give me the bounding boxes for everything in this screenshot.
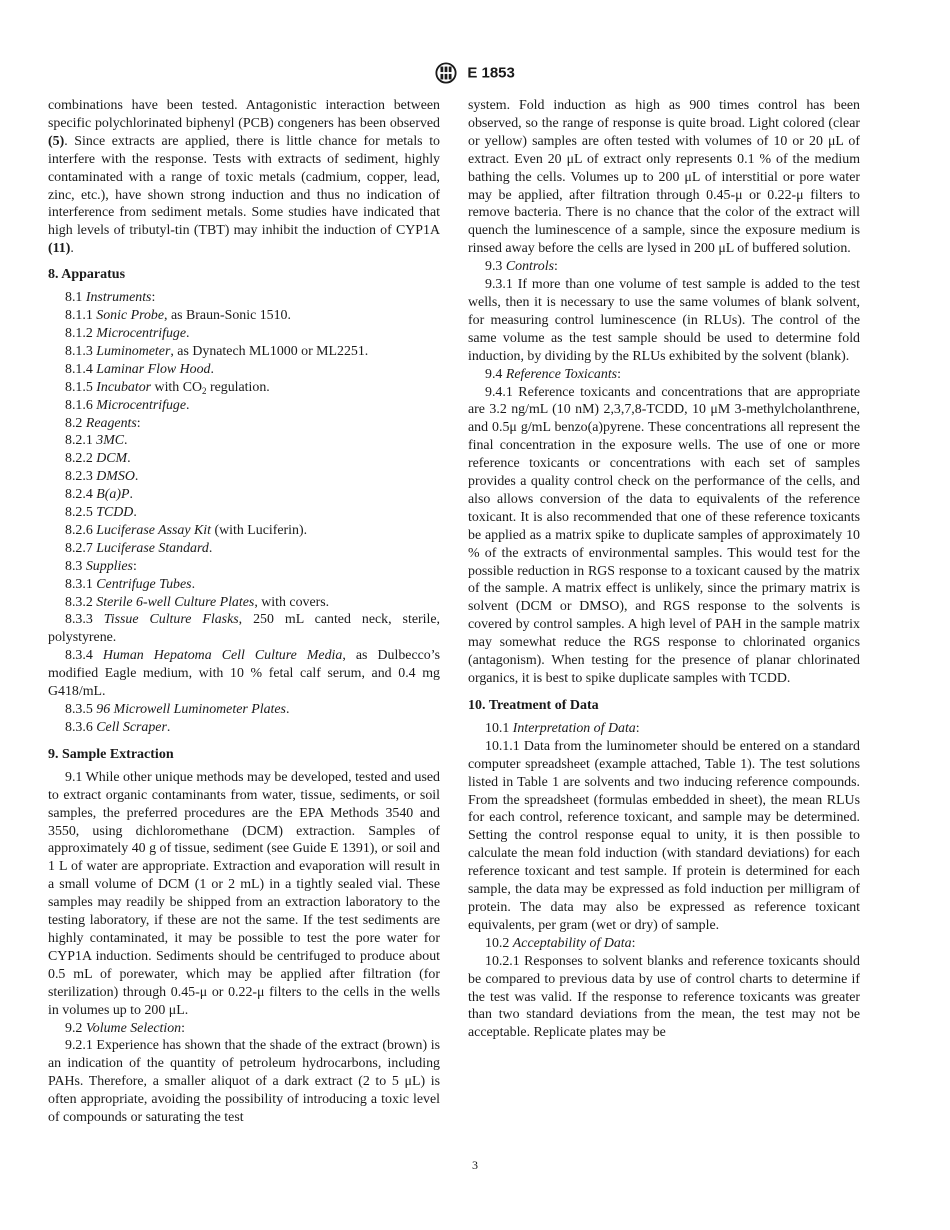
item-detail: . bbox=[124, 433, 128, 449]
apparatus-item bbox=[48, 576, 440, 594]
apparatus-item bbox=[48, 540, 440, 558]
item-title: Microcentrifuge bbox=[96, 397, 187, 413]
clause-title: Volume Selection bbox=[85, 1020, 182, 1036]
item-detail: regulation. bbox=[206, 379, 270, 395]
clause-number: 8.2.7 bbox=[65, 540, 93, 556]
item-detail: (with Luciferin). bbox=[211, 522, 308, 538]
paragraph-9-4: 9.4 Reference Toxicants: bbox=[485, 366, 621, 382]
item-detail: , as Dulbecco’s modified Eagle medium, with 10 % fetal calf serum, and 0.4 mg G418/mL. bbox=[48, 648, 440, 700]
clause-title: Controls bbox=[505, 259, 554, 275]
apparatus-item bbox=[48, 325, 440, 343]
clause-number: 8.3.3 bbox=[65, 612, 93, 628]
clause-number: 10.2 bbox=[485, 935, 510, 951]
item-title: Luminometer bbox=[96, 343, 171, 359]
standard-designation: E 1853 bbox=[467, 64, 515, 82]
item-detail: . bbox=[208, 540, 213, 556]
paragraph-9-2: 9.2 Volume Selection: bbox=[65, 1020, 185, 1036]
clause-number: 8.2.5 bbox=[65, 505, 93, 521]
apparatus-item bbox=[48, 558, 440, 576]
apparatus-item bbox=[48, 719, 440, 737]
clause-number: 8.3.6 bbox=[65, 719, 93, 735]
item-detail: , as Dynatech ML1000 or ML2251. bbox=[170, 343, 369, 359]
clause-number: 8.1.2 bbox=[65, 325, 93, 341]
clause-number: 8.2.4 bbox=[65, 487, 93, 503]
item-detail: . bbox=[186, 325, 190, 341]
clause-number: 8.1.5 bbox=[65, 379, 93, 395]
item-title: Supplies bbox=[85, 558, 133, 574]
item-title: TCDD bbox=[96, 505, 134, 521]
clause-number: 8.1.4 bbox=[65, 361, 93, 377]
item-title: Luciferase Standard bbox=[96, 540, 209, 556]
paragraph-9-3-1: 9.3.1 If more than one volume of test sample is added to the test wells, then it is necessary to use the same volumes of blank solvent, for measuring control luminescence (in RLUs). The control of the same volume as the test sample should be used to determine fold induction, by dividing by the RLUs exhibited by the solvent (blank). bbox=[468, 277, 860, 364]
clause-number: 8.2.2 bbox=[65, 451, 93, 467]
paragraph-10-1: 10.1 Interpretation of Data: bbox=[485, 720, 640, 736]
clause-number: 8.3.1 bbox=[65, 576, 93, 592]
paragraph-9-1: 9.1 While other unique methods may be developed, tested and used to extract organic contaminants from water, tissue, sediments, or soil samples, the preferred procedures are the EPA Methods 3540 and 3550, using dichloromethane (DCM) extraction. Samples of approximately 40 g of tissue, sediment (see Guide E 1391), or soil and 1 L of water are appropriate. Extraction and evaporation will result in a small volume of DCM (1 or 2 mL) in a tightly sealed vial. These samples may readily be shipped from an extraction laboratory to the testing laboratory, if these are not the same. If the test sediments are highly contaminated, it may be possible to test the pore water for CYP1A induction. Sediments should be centrifuged to produce about 0.5 mL of porewater, which may be applied after filtration (for sterilization) through 0.45-μ or 0.22-μ filters to the cells in the wells in volumes up to 200 μL. bbox=[48, 769, 440, 1018]
clause-number: 9.4 bbox=[485, 366, 503, 382]
intro-paragraph bbox=[48, 97, 440, 258]
apparatus-list bbox=[48, 289, 440, 737]
item-title: Sonic Probe bbox=[96, 308, 165, 324]
apparatus-item bbox=[48, 307, 440, 325]
item-detail: . bbox=[166, 719, 171, 735]
item-detail: . bbox=[285, 702, 290, 717]
apparatus-item bbox=[48, 611, 440, 647]
text-run: . Since extracts are applied, there is little chance for metals to interfere with the response. Tests with extracts of sediment, highly contaminated with a range of toxic metals (cadmium, copper, lead, zinc, etc.), have shown strong induction and thus no indication of interference from sediment metals. Some studies have indicated that high levels of tributyl-tin (TBT) may inhibit the induction of CYP1A bbox=[48, 133, 440, 239]
subscript: 2 bbox=[202, 385, 207, 396]
clause-number: 8.3.4 bbox=[65, 648, 93, 664]
item-title: B(a)P bbox=[96, 487, 130, 503]
item-title: Cell Scraper bbox=[96, 719, 167, 735]
item-detail: . bbox=[134, 469, 139, 485]
apparatus-item bbox=[48, 343, 440, 361]
astm-logo-icon bbox=[435, 62, 457, 84]
clause-number: 9.2 bbox=[65, 1020, 83, 1036]
item-detail: with CO bbox=[151, 379, 202, 395]
apparatus-item bbox=[48, 647, 440, 701]
item-title: Tissue Culture Flasks bbox=[103, 612, 239, 628]
item-title: Incubator bbox=[96, 379, 152, 395]
clause-number: 8.3 bbox=[65, 558, 83, 574]
section-9-heading: 9. Sample Extraction bbox=[48, 746, 174, 762]
reference-number: (11) bbox=[48, 241, 71, 257]
paragraph-9-2-1: 9.2.1 Experience has shown that the shade of the extract (brown) is an indication of the quantity of petroleum hydrocarbons, including PAHs. Therefore, a smaller aliquot of a dark extract (2 to 5 μL) is often appropriate, avoiding the possibility of introducing a toxic level of compounds or saturating the test bbox=[48, 1038, 440, 1126]
item-detail: . bbox=[191, 576, 196, 592]
clause-title: Acceptability of Data bbox=[512, 935, 632, 951]
item-title: 96 Microwell Luminometer Plates bbox=[96, 702, 286, 717]
item-title: Instruments bbox=[85, 290, 152, 306]
item-title: Luciferase Assay Kit bbox=[96, 522, 211, 538]
item-title: Microcentrifuge bbox=[96, 325, 187, 341]
item-title: Human Hepatoma Cell Culture Media bbox=[102, 648, 343, 664]
item-detail: . bbox=[210, 361, 214, 377]
clause-number: 8.3.5 bbox=[65, 702, 93, 717]
clause-number: 8.2.3 bbox=[65, 469, 93, 485]
left-column bbox=[48, 97, 440, 1127]
paragraph-10-2: 10.2 Acceptability of Data: bbox=[485, 935, 636, 951]
apparatus-item bbox=[48, 289, 440, 307]
apparatus-item bbox=[48, 379, 440, 397]
clause-title: Reference Toxicants bbox=[505, 366, 618, 382]
apparatus-item bbox=[48, 522, 440, 540]
clause-number: 8.1.6 bbox=[65, 397, 93, 413]
reference-number: (5) bbox=[48, 133, 65, 149]
item-detail: . bbox=[129, 487, 133, 503]
apparatus-item bbox=[48, 486, 440, 504]
item-detail: . bbox=[186, 397, 190, 413]
item-detail: : bbox=[151, 290, 156, 306]
item-detail: . bbox=[127, 451, 131, 467]
apparatus-item bbox=[48, 361, 440, 379]
item-title: DMSO bbox=[96, 469, 135, 485]
apparatus-item bbox=[48, 504, 440, 522]
item-title: DCM bbox=[96, 451, 128, 467]
clause-title: Interpretation of Data bbox=[512, 720, 636, 736]
item-title: Reagents bbox=[85, 415, 137, 431]
apparatus-item bbox=[48, 432, 440, 450]
paragraph-9-4-1: 9.4.1 Reference toxicants and concentrations that are appropriate are 3.2 ng/mL (10 nM) 2,3,7,8-TCDD, 10 μM 3-methylcholanthrene, and 0.5μ g/mL benzo(a)pyrene. These concentrations all represent the final concentration in the exposure wells. The use of one or more reference toxicants or concentrations with each set of samples provides a quality control check on the performance of the cells, and also allows conversion of the data to equivalents of the reference toxicant. It is also recommended that one of these reference toxicants be applied as a matrix spike to duplicate samples of approximately 10 % of the extracts of environmental samples. This would test for the possible reduction in RGS response to a toxicant caused by the matrix of the sample. A matrix effect is unlikely, since the primary matrix is solvent (DCM or DMSO), and RGS response to the solvents is covered by control samples. A high level of PAH in the sample matrix may somewhat reduce the RGS response to chlorinated organics (antagonism). When testing for the presence of planar chlorinated organics, it is best to spike duplicate samples with TCDD. bbox=[468, 384, 860, 686]
paragraph-10-1-1: 10.1.1 Data from the luminometer should be entered on a standard computer spreadsheet (example attached, Table 1). The test solutions listed in Table 1 are solvents and two inducing reference compounds. From the spreadsheet (formulas embedded in sheet), the mean RLUs for each control, reference toxicant, and sample may be determined. Setting the control response equal to unity, it is then possible to calculate the mean fold induction (with standard deviations) for each reference toxicant and test sample. If protein is determined for each sample, the data may be expressed as fold induction per milligram of protein. The data may also be expressed as reference toxicant equivalents, per gram (wet or dry) of sample. bbox=[468, 738, 860, 933]
apparatus-item bbox=[48, 415, 440, 433]
paragraph-9-3: 9.3 Controls: bbox=[485, 259, 558, 275]
clause-number: 8.3.2 bbox=[65, 594, 93, 610]
clause-number: 8.1 bbox=[65, 290, 83, 306]
section-10-heading: 10. Treatment of Data bbox=[468, 697, 599, 713]
item-detail: : bbox=[136, 415, 141, 431]
clause-number: 8.1.1 bbox=[65, 308, 93, 324]
clause-number: 8.1.3 bbox=[65, 343, 93, 359]
clause-number: 8.2 bbox=[65, 415, 83, 431]
apparatus-item bbox=[48, 701, 440, 719]
apparatus-item bbox=[48, 468, 440, 486]
item-detail: , with covers. bbox=[254, 594, 330, 610]
item-title: Sterile 6-well Culture Plates bbox=[96, 594, 255, 610]
text-run: . bbox=[70, 241, 74, 257]
item-detail: . bbox=[133, 505, 137, 521]
right-column bbox=[468, 97, 860, 1042]
continued-paragraph: system. Fold induction as high as 900 times control has been observed, so the range of response is quite broad. Light colored (clear or yellow) samples are often tested with volumes of 10 or 20 μL of extract. Even 20 μL of extract only represents 0.1 % of the medium bathing the cells. Volumes up to 200 μL of interstitial or pore water may be applied, after filtration through 0.45-μ or 0.22-μ filters to remove bacteria. There is no chance that the color of the extract will quench the luminescence of a sample, since the exposure medium is rinsed away before the cells are lysed in 200 μL of buffered solution. bbox=[468, 98, 860, 257]
page-header bbox=[0, 62, 950, 84]
clause-number: 8.2.1 bbox=[65, 433, 93, 449]
item-detail: : bbox=[132, 558, 137, 574]
clause-number: 8.2.6 bbox=[65, 522, 93, 538]
item-detail: , 250 mL canted neck, sterile, polystyrene. bbox=[48, 612, 440, 646]
clause-number: 9.3 bbox=[485, 259, 503, 275]
item-detail: , as Braun-Sonic 1510. bbox=[164, 308, 291, 324]
item-title: 3MC bbox=[96, 433, 125, 449]
section-8-heading: 8. Apparatus bbox=[48, 267, 126, 283]
apparatus-item bbox=[48, 594, 440, 612]
item-title: Laminar Flow Hood bbox=[96, 361, 211, 377]
page-number: 3 bbox=[472, 1158, 478, 1172]
apparatus-item bbox=[48, 397, 440, 415]
apparatus-item bbox=[48, 450, 440, 468]
clause-number: 10.1 bbox=[485, 720, 510, 736]
text-run: combinations have been tested. Antagonistic interaction between specific polychlorinated biphenyl (PCB) congeners has been observed bbox=[48, 98, 440, 131]
paragraph-10-2-1: 10.2.1 Responses to solvent blanks and reference toxicants should be compared to previous data by use of control charts to determine if the test was valid. If the response to reference toxicants was greater than two standard deviations from the mean, the test may not be acceptable. Replicate plates may be bbox=[468, 953, 860, 1041]
item-title: Centrifuge Tubes bbox=[96, 576, 192, 592]
